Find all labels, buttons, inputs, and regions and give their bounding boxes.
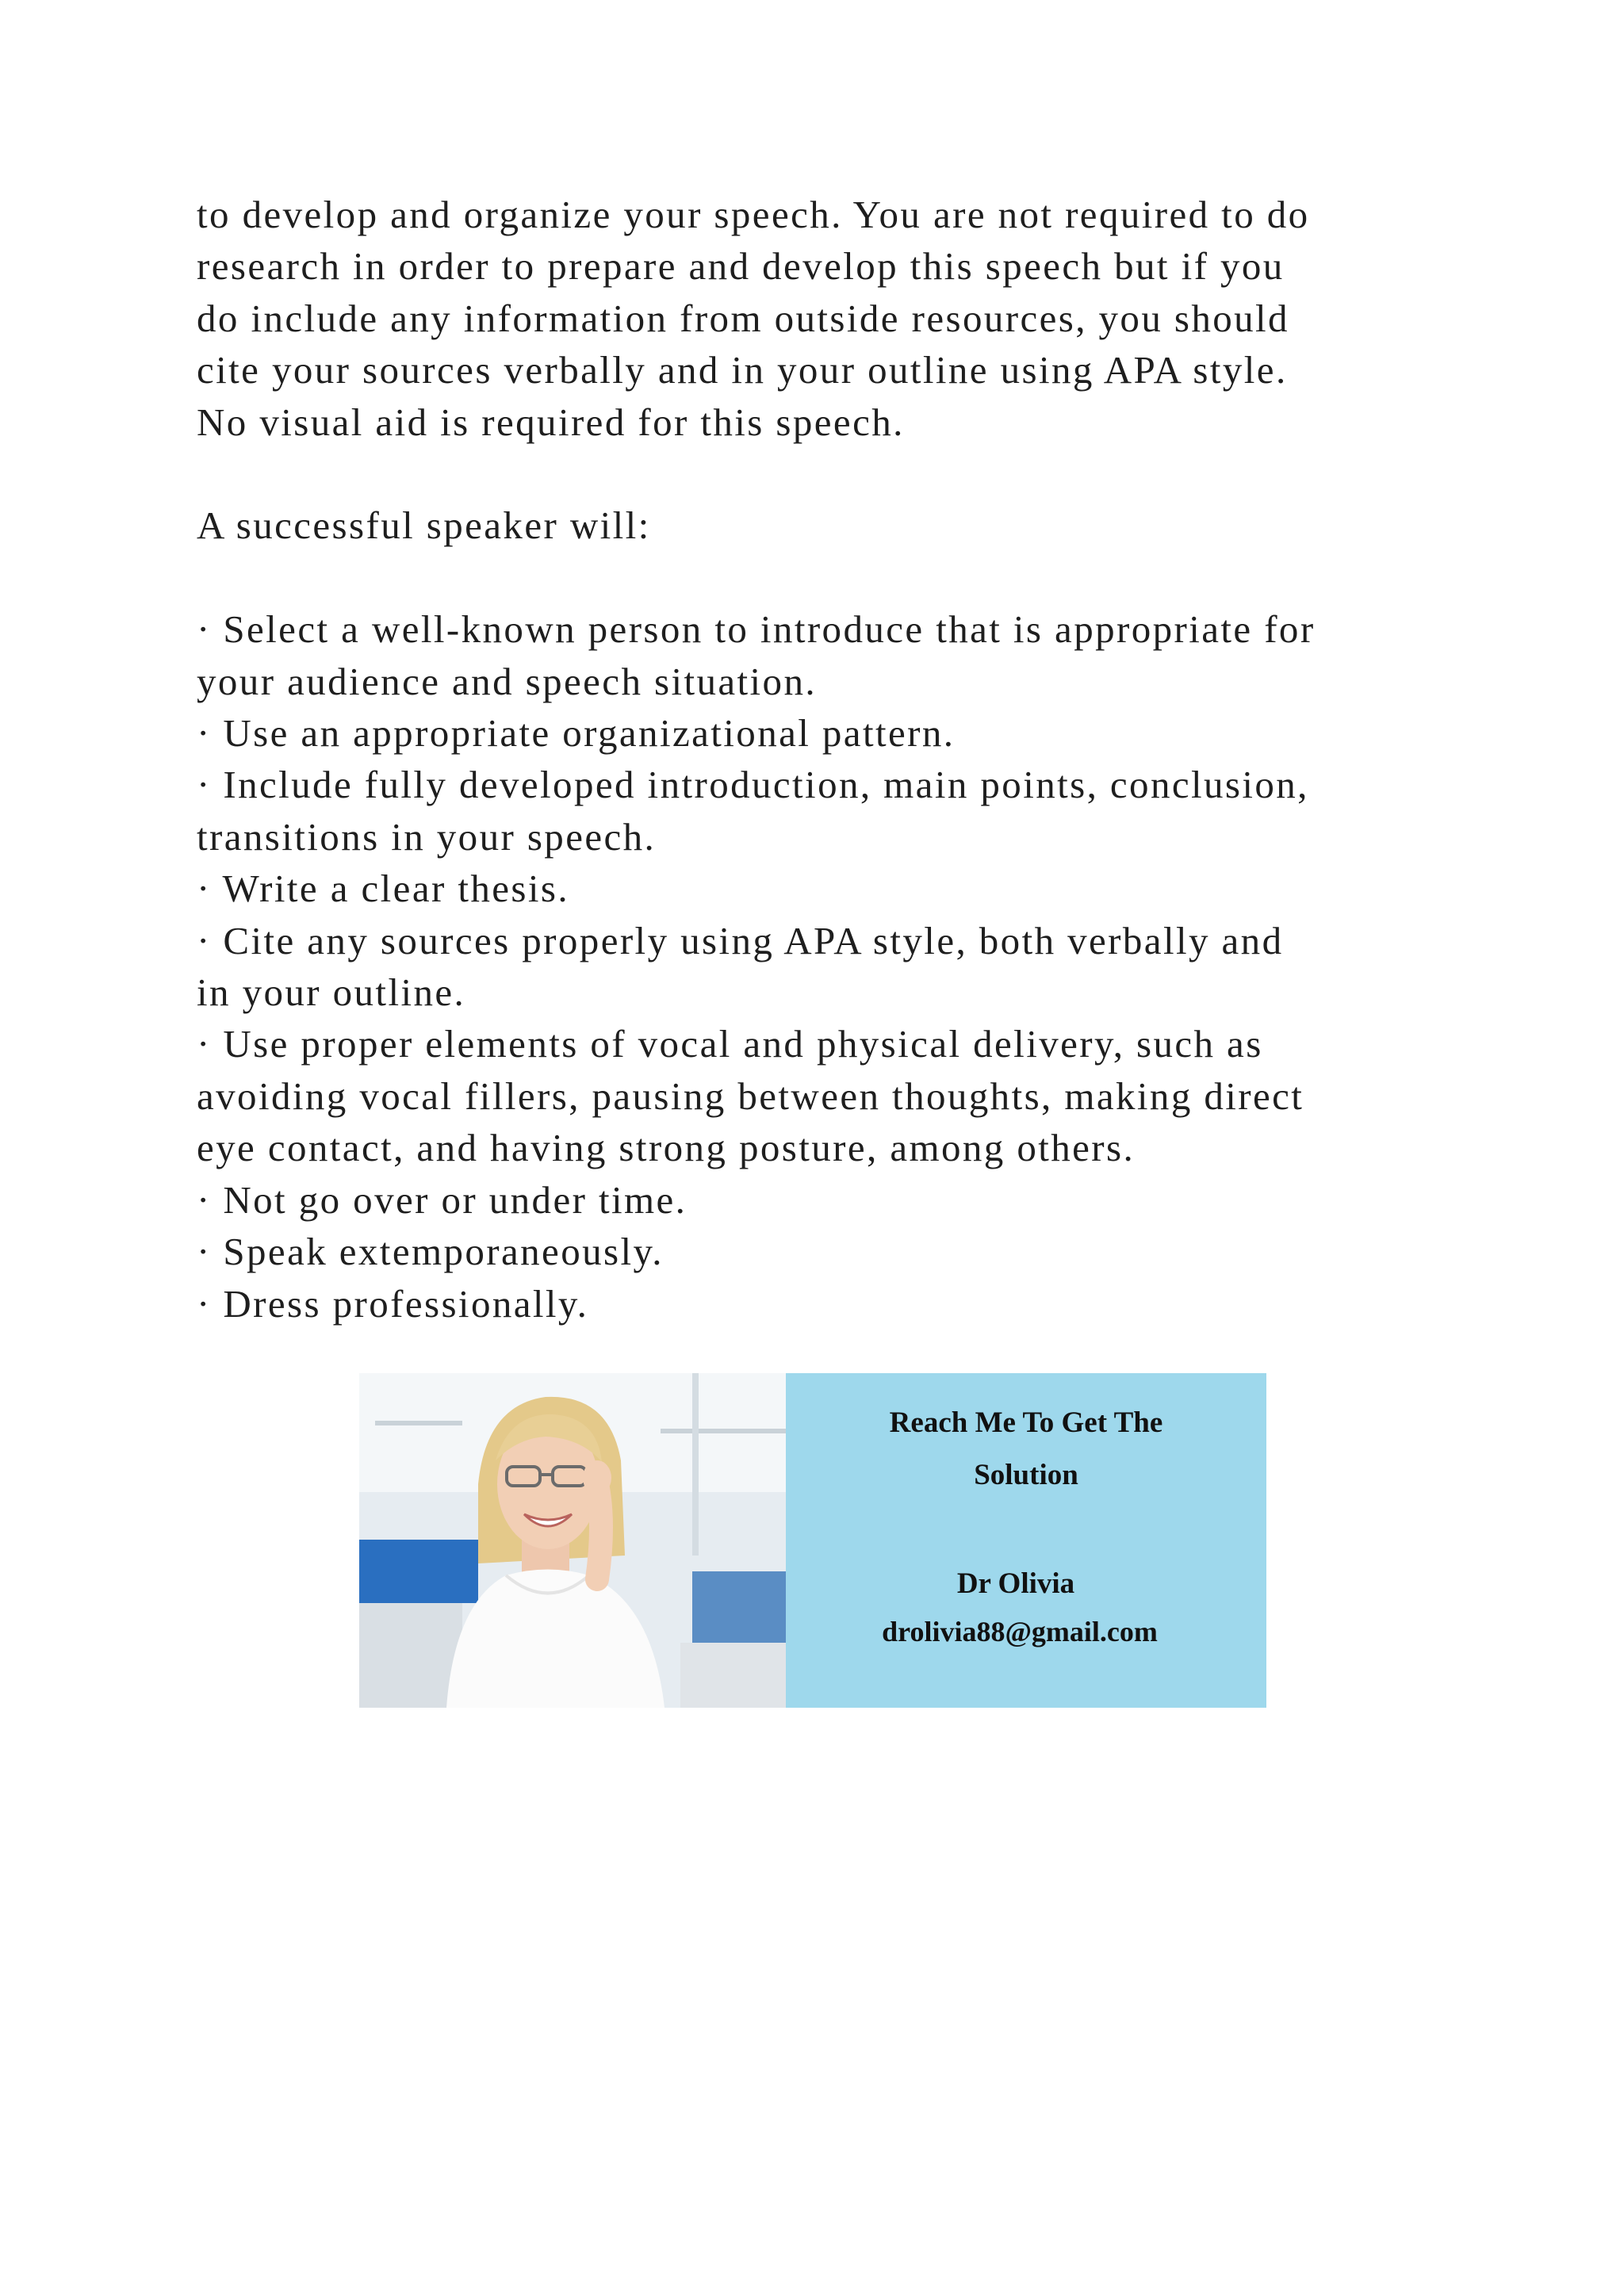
document-body (197, 189, 1450, 1330)
bullet-line: avoiding vocal fillers, pausing between thoughts, making direct (197, 1073, 1304, 1118)
body-line: cite your sources verbally and in your outline using APA style. (197, 348, 1288, 392)
woman-photo (359, 1373, 786, 1708)
headline (786, 1397, 1266, 1502)
headline-line-1: Reach Me To Get The (889, 1406, 1163, 1439)
section-heading: A successful speaker will: (197, 503, 651, 548)
bullet-line: · Use proper elements of vocal and physical delivery, such as (197, 1022, 1263, 1066)
bullet-line: eye contact, and having strong posture, among others. (197, 1126, 1136, 1170)
bullet-line: transitions in your speech. (197, 814, 657, 859)
blank-line (197, 552, 1450, 603)
contact-name: Dr Olivia (956, 1567, 1075, 1600)
bullet-line: your audience and speech situation. (197, 659, 818, 703)
contact-email: drolivia88@gmail.com (882, 1616, 1158, 1647)
bullet-line: · Cite any sources properly using APA style, both verbally and (197, 918, 1284, 962)
bullet-line: · Include fully developed introduction, main points, conclusion, (197, 763, 1309, 807)
bullet-line: · Dress professionally. (197, 1281, 589, 1326)
bullet-line: · Speak extemporaneously. (197, 1230, 664, 1274)
body-line: No visual aid is required for this speech. (197, 400, 905, 444)
bullet-line: · Not go over or under time. (197, 1177, 688, 1222)
body-line: to develop and organize your speech. You are not required to do (197, 193, 1310, 236)
bullet-line: · Write a clear thesis. (197, 867, 570, 911)
headline-line-2: Solution (974, 1459, 1078, 1491)
contact-banner (359, 1373, 1266, 1708)
bullet-line: · Select a well-known person to introduce that is appropriate for (197, 607, 1316, 652)
body-line: do include any information from outside resources, you should (197, 296, 1289, 340)
body-line: research in order to prepare and develop this speech but if you (197, 244, 1285, 289)
bullet-line: · Use an appropriate organizational pattern. (197, 711, 956, 756)
bullet-line: in your outline. (197, 970, 466, 1015)
contact-panel (786, 1373, 1266, 1708)
blank-line (197, 448, 1450, 499)
